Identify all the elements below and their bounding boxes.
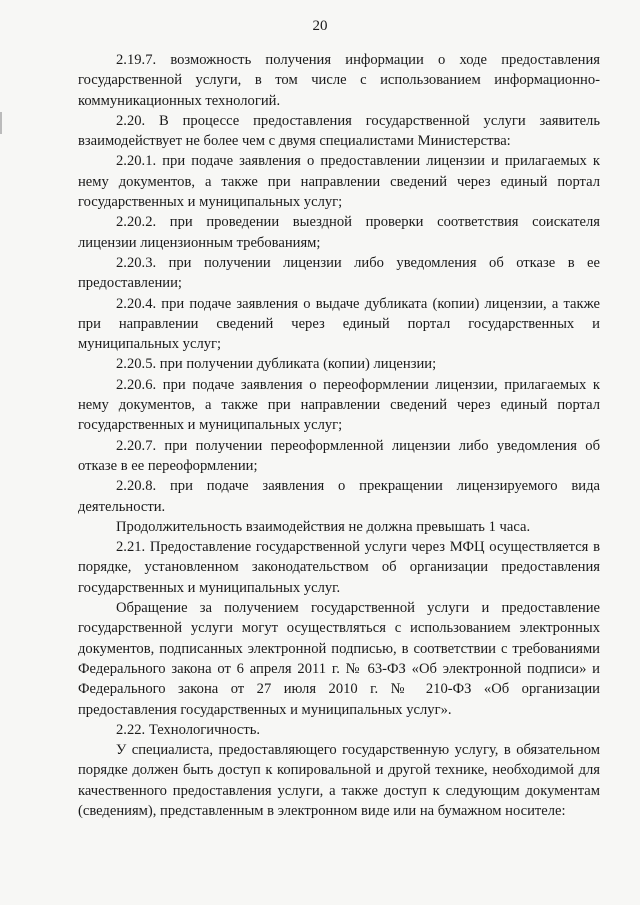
paragraph-2-20-3: 2.20.3. при получении лицензии либо уведомления об отказе в ее предоставлении;: [78, 254, 600, 292]
paragraph-duration: Продолжительность взаимодействия не должна превышать 1 часа.: [116, 518, 531, 535]
paragraph-2-20-4: 2.20.4. при подаче заявления о выдаче дубликата (копии) лицензии, а также при направлении сведений через единый портал государственных и муниципальных услуг;: [78, 295, 600, 353]
paragraph-2-20-1: 2.20.1. при подаче заявления о предоставлении лицензии и прилагаемых к нему документов, а также при направлении сведений через единый портал государственных и муниципальных услуг;: [78, 153, 600, 211]
paragraph-2-20: 2.20. В процессе предоставления государственной услуги заявитель взаимодействует не более чем с двумя специалистами Министерства:: [78, 112, 600, 150]
paragraph-2-20-6: 2.20.6. при подаче заявления о переоформлении лицензии, прилагаемых к нему документов, а также при направлении сведений через единый портал государственных и муниципальных услуг;: [78, 376, 600, 434]
paragraph-2-20-8: 2.20.8. при подаче заявления о прекращении лицензируемого вида деятельности.: [78, 478, 600, 515]
page-number: 20: [312, 18, 328, 34]
paragraph-2-20-2: 2.20.2. при проведении выездной проверки соответствия соискателя лицензии лицензионным требованиям;: [78, 214, 600, 251]
paragraph-2-20-5: 2.20.5. при получении дубликата (копии) лицензии;: [116, 356, 437, 373]
document-body: [78, 50, 600, 821]
paragraph-electronic-docs: Обращение за получением государственной услуги и предоставление государственной услуги могут осуществляться с использованием электронных документов, подписанных электронной подписью, в соответствии с требованиями Федерального закона от 6 апреля 2011 г. № 63-ФЗ «Об электронной подписи» и Федерального закона от 27 июля 2010 г. № 210-ФЗ «Об организации предоставления государственных и муниципальных услуг».: [78, 600, 600, 718]
paragraph-2-19-7: 2.19.7. возможность получения информации о ходе предоставления государственной услуги, в том числе с использованием информационно-коммуникационных технологий.: [78, 52, 600, 109]
paragraph-2-20-7: 2.20.7. при получении переоформленной лицензии либо уведомления об отказе в ее переоформлении;: [78, 437, 600, 474]
paragraph-2-21: 2.21. Предоставление государственной услуги через МФЦ осуществляется в порядке, установленном законодательством об организации предоставления государственных и муниципальных услуг.: [78, 539, 600, 596]
scan-margin-mark: [0, 112, 2, 134]
paragraph-2-22: 2.22. Технологичность.: [116, 721, 261, 738]
paragraph-specialist-access: У специалиста, предоставляющего государственную услугу, в обязательном порядке должен быть доступ к копировальной и другой технике, необходимой для качественного предоставления услуги, а также доступ к следующим документам (сведениям), представленным в электронном виде или на бумажном носителе:: [78, 742, 600, 819]
